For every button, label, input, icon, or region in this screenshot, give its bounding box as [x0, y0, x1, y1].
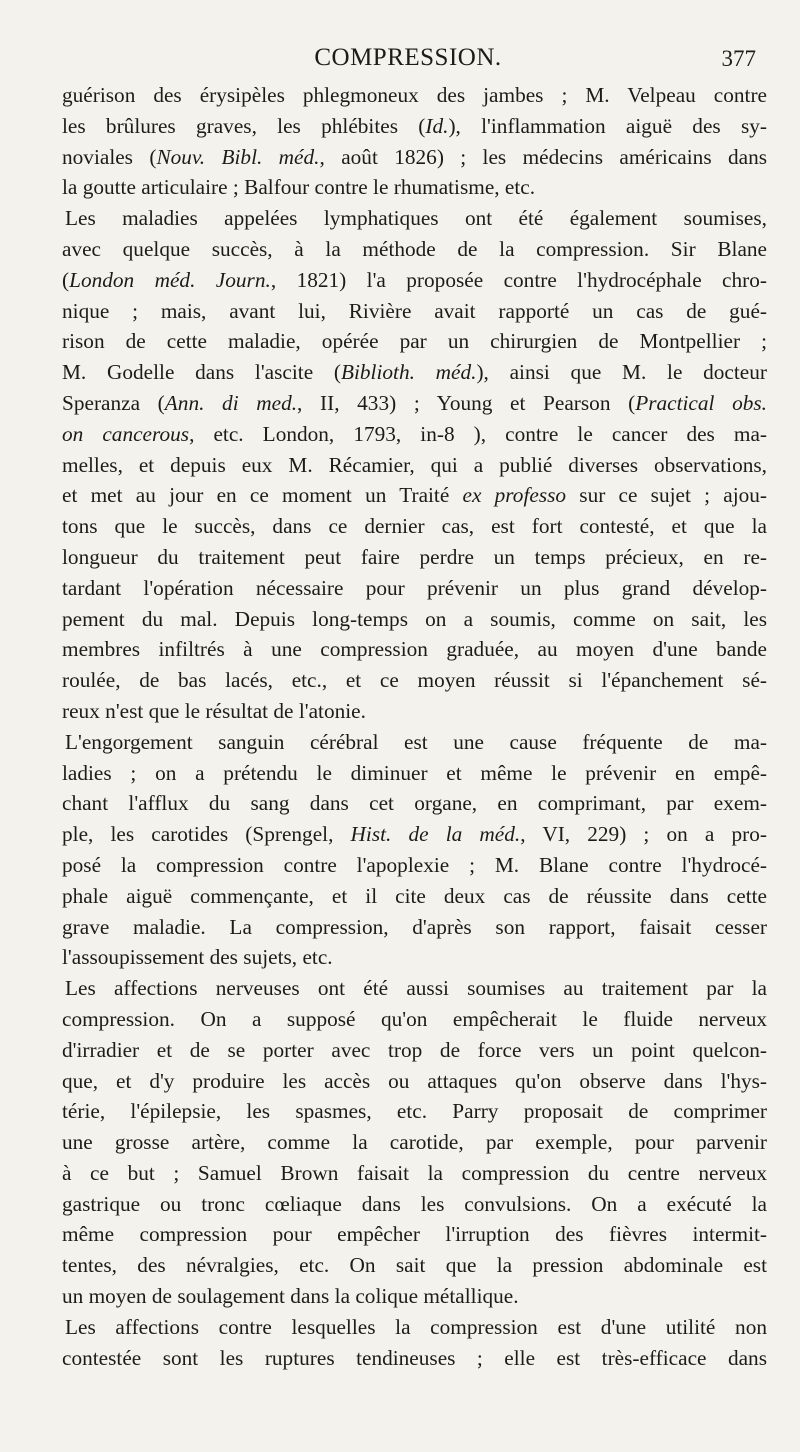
text-line: on cancerous, etc. London, 1793, in-8 ), contre le cancer des ma- [62, 421, 767, 446]
text-line: Speranza (Ann. di med., II, 433) ; Young et Pearson (Practical obs. [62, 390, 767, 415]
text-line: et met au jour en ce moment un Traité ex professo sur ce sujet ; ajou- [62, 483, 767, 508]
paragraph [62, 973, 767, 1312]
text-line: à ce but ; Samuel Brown faisait la compression du centre nerveux [62, 1160, 767, 1185]
text-line: que, et d'y produire les accès ou attaques qu'on observe dans l'hys- [62, 1068, 767, 1093]
text-line: melles, et depuis eux M. Récamier, qui a publié diverses observations, [62, 452, 767, 477]
text-line: Les affections nerveuses ont été aussi soumises au traitement par la [65, 976, 767, 1001]
text-line: tardant l'opération nécessaire pour prévenir un plus grand dévelop- [62, 575, 767, 600]
text-line: noviales (Nouv. Bibl. méd., août 1826) ; les médecins américains dans [62, 144, 767, 169]
text-line: Les maladies appelées lymphatiques ont été également soumises, [65, 206, 767, 231]
text-line: phale aiguë commençante, et il cite deux cas de réussite dans cette [62, 883, 767, 908]
text-line: L'engorgement sanguin cérébral est une cause fréquente de ma- [65, 729, 767, 754]
text-line: (London méd. Journ., 1821) l'a proposée contre l'hydrocéphale chro- [62, 267, 767, 292]
text-line: l'assoupissement des sujets, etc. [62, 945, 333, 970]
text-line: la goutte articulaire ; Balfour contre le rhumatisme, etc. [62, 175, 536, 200]
paragraph [62, 80, 767, 203]
text-line: posé la compression contre l'apoplexie ; M. Blane contre l'hydrocé- [62, 852, 767, 877]
text-line: ladies ; on a prétendu le diminuer et même le prévenir en empê- [62, 760, 767, 785]
text-line: d'irradier et de se porter avec trop de force vers un point quelcon- [62, 1037, 767, 1062]
text-line: grave maladie. La compression, d'après son rapport, faisait cesser [62, 914, 767, 939]
page-body [62, 80, 767, 1373]
text-line: chant l'afflux du sang dans cet organe, en comprimant, par exem- [62, 791, 767, 816]
text-line: Les affections contre lesquelles la compression est d'une utilité non [65, 1314, 767, 1339]
text-line: compression. On a supposé qu'on empêcherait le fluide nerveux [62, 1006, 767, 1031]
text-line: un moyen de soulagement dans la colique métallique. [62, 1284, 519, 1309]
text-line: avec quelque succès, à la méthode de la compression. Sir Blane [62, 236, 767, 261]
text-line: longueur du traitement peut faire perdre un temps précieux, en re- [62, 544, 767, 569]
paragraph [62, 1312, 767, 1374]
text-line: une grosse artère, comme la carotide, par exemple, pour parvenir [62, 1130, 767, 1155]
text-line: pement du mal. Depuis long-temps on a soumis, comme on sait, les [62, 606, 767, 631]
text-line: même compression pour empêcher l'irruption des fièvres intermit- [62, 1222, 767, 1247]
text-line: contestée sont les ruptures tendineuses ; elle est très-efficace dans [62, 1345, 767, 1370]
text-line: rison de cette maladie, opérée par un chirurgien de Montpellier ; [62, 329, 767, 354]
text-line: tentes, des névralgies, etc. On sait que la pression abdominale est [62, 1253, 767, 1278]
paragraph [62, 727, 767, 973]
text-line: ple, les carotides (Sprengel, Hist. de la méd., VI, 229) ; on a pro- [62, 822, 767, 847]
paragraph [62, 203, 767, 727]
text-line: guérison des érysipèles phlegmoneux des jambes ; M. Velpeau contre [62, 83, 767, 107]
text-line: reux n'est que le résultat de l'atonie. [62, 698, 366, 723]
page-header [60, 40, 756, 80]
text-line: roulée, de bas lacés, etc., et ce moyen réussit si l'épanchement sé- [62, 668, 767, 693]
text-line: M. Godelle dans l'ascite (Biblioth. méd.), ainsi que M. le docteur [62, 360, 767, 385]
text-line: gastrique ou tronc cœliaque dans les convulsions. On a exécuté la [62, 1191, 767, 1216]
text-line: les brûlures graves, les phlébites (Id.), l'inflammation aiguë des sy- [62, 113, 767, 138]
text-line: térie, l'épilepsie, les spasmes, etc. Parry proposait de comprimer [62, 1099, 767, 1124]
text-line: tons que le succès, dans ce dernier cas, est fort contesté, et que la [62, 514, 767, 539]
text-line: nique ; mais, avant lui, Rivière avait rapporté un cas de gué- [62, 298, 767, 323]
text-line: membres infiltrés à une compression graduée, au moyen d'une bande [62, 637, 767, 662]
running-title: COMPRESSION. [314, 44, 502, 71]
page-number: 377 [721, 46, 756, 71]
